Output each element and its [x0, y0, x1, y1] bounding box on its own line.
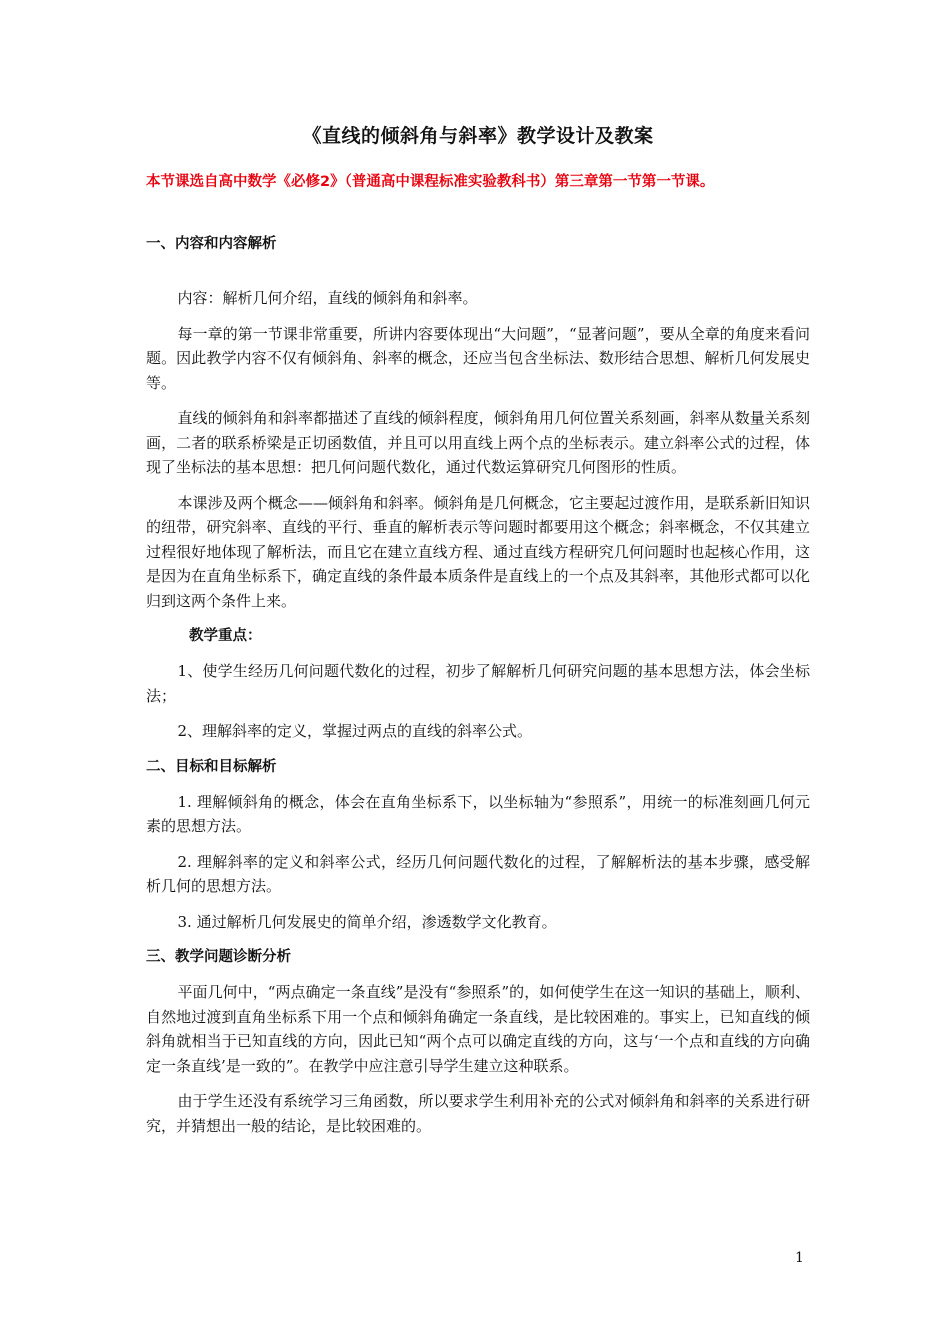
- section-3-heading: 三、教学问题诊断分析: [146, 949, 291, 965]
- key-point-1: 1、使学生经历几何问题代数化的过程，初步了解解析几何研究问题的基本思想方法，体会坐标法；: [146, 662, 810, 705]
- section-1-heading: 一、内容和内容解析: [146, 236, 277, 252]
- section-1-paragraph-4: 本课涉及两个概念——倾斜角和斜率。倾斜角是几何概念，它主要起过渡作用，是联系新旧知识的纽带，研究斜率、直线的平行、垂直的解析表示等问题时都要用这个概念；斜率概念，不仅其建立过程很好地体现了解析法，而且它在建立直线方程、通过直线方程研究几何问题时也起核心作用，这是因为在直角坐标系下，确定直线的条件最本质条件是直线上的一个点及其斜率，其他形式都可以化归到这两个条件上来。: [146, 493, 810, 610]
- section-2-heading: 二、目标和目标解析: [146, 758, 277, 775]
- goal-2: 2. 理解斜率的定义和斜率公式，经历几何问题代数化的过程，了解解析法的基本步骤，感受解析几何的思想方法。: [146, 852, 810, 895]
- section-1-paragraph-3: 直线的倾斜角和斜率都描述了直线的倾斜程度，倾斜角用几何位置关系刻画，斜率从数量关系刻画，二者的联系桥梁是正切函数值，并且可以用直线上两个点的坐标表示。建立斜率公式的过程，体现了坐标法的基本思想：把几何问题代数化，通过代数运算研究几何图形的性质。: [146, 409, 810, 476]
- section-1-paragraph-1: 内容：解析几何介绍，直线的倾斜角和斜率。: [177, 289, 478, 307]
- goal-1: 1. 理解倾斜角的概念，体会在直角坐标系下，以坐标轴为“参照系”，用统一的标准刻画几何元素的思想方法。: [146, 792, 810, 835]
- goal-3: 3. 通过解析几何发展史的简单介绍，渗透数学文化教育。: [177, 912, 557, 931]
- document-body: [146, 121, 810, 1138]
- page-number: 1: [795, 1250, 804, 1266]
- section-3-paragraph-2: 由于学生还没有系统学习三角函数，所以要求学生利用补充的公式对倾斜角和斜率的关系进行研究，并猜想出一般的结论，是比较困难的。: [146, 1092, 810, 1135]
- document-title: 《直线的倾斜角与斜率》教学设计及教案: [302, 125, 654, 147]
- section-1-paragraph-2: 每一章的第一节课非常重要，所讲内容要体现出“大问题”，“显著问题”，要从全章的角度来看问题。因此教学内容不仅有倾斜角、斜率的概念，还应当包含坐标法、数形结合思想、解析几何发展史等。: [146, 324, 810, 392]
- key-point-2: 2、理解斜率的定义，掌握过两点的直线的斜率公式。: [177, 722, 533, 740]
- section-3-paragraph-1: 平面几何中，“两点确定一条直线”是没有“参照系”的，如何使学生在这一知识的基础上，顺利、自然地过渡到直角坐标系下用一个点和倾斜角确定一条直线，是比较困难的。事实上，已知直线的倾斜角就相当于已知直线的方向，因此已知“两个点可以确定直线的方向，这与‘一个点和直线的方向确定一条直线’是一致的”。在教学中应注意引导学生建立这种联系。: [146, 983, 810, 1075]
- intro-note: 本节课选自高中数学《必修2》（普通高中课程标准实验教科书）第三章第一节第一节课。: [146, 174, 715, 190]
- key-points-heading: 教学重点：: [189, 628, 262, 644]
